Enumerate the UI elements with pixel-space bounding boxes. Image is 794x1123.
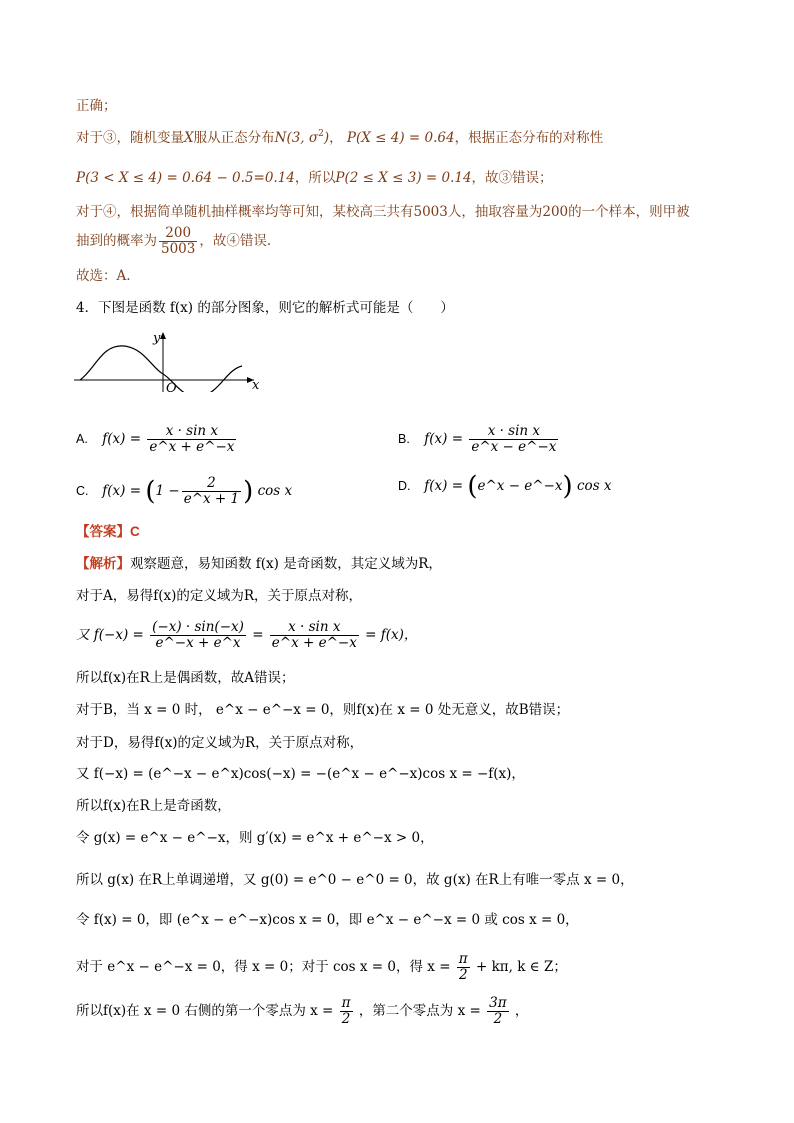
function-curve bbox=[80, 346, 242, 392]
answer-value: C bbox=[130, 524, 140, 539]
option-body: e^x − e^−x bbox=[477, 478, 563, 494]
option-letter: D. bbox=[398, 479, 411, 493]
fraction bbox=[487, 996, 508, 1027]
denominator: e^x + 1 bbox=[183, 491, 240, 507]
fraction bbox=[159, 226, 197, 257]
text: ，所以 bbox=[294, 170, 336, 186]
text: ，第二个零点为 x = bbox=[358, 1003, 481, 1019]
paren-open: ( bbox=[145, 476, 156, 507]
analysis-line-9: 令 g(x) = e^x − e^−x，则 g′(x) = e^x + e^−x > 0， bbox=[76, 830, 434, 846]
option-lhs: f(x) = bbox=[102, 431, 142, 447]
option-lhs: f(x) = bbox=[424, 431, 464, 447]
option-b[interactable] bbox=[398, 424, 560, 455]
text-line-correct: 正确； bbox=[76, 98, 117, 114]
analysis-line-12 bbox=[76, 952, 567, 983]
text-line-item3-calc bbox=[76, 168, 553, 188]
probability-expr: P(3 < X ≤ 4) = 0.64 − 0.5=0.14 bbox=[76, 170, 295, 186]
text-line-item3 bbox=[76, 128, 603, 148]
paren-close: ) bbox=[562, 471, 573, 502]
analysis-line-7: 又 f(−x) = (e^−x − e^x)cos(−x) = −(e^x − e^−x)cos x = −f(x)， bbox=[76, 766, 525, 782]
analysis-line-13 bbox=[76, 996, 528, 1027]
analysis-line-5: 对于B，当 x = 0 时， e^x − e^−x = 0，则f(x)在 x = 0 处无意义，故B错误； bbox=[76, 702, 570, 718]
option-post: cos x bbox=[257, 483, 293, 499]
y-axis-arrow bbox=[160, 332, 166, 339]
numerator: x · sin x bbox=[469, 424, 558, 440]
numerator: π bbox=[458, 951, 468, 967]
answer-line bbox=[76, 522, 140, 542]
origin-label: O bbox=[166, 381, 177, 392]
exponent: 2 bbox=[318, 129, 324, 139]
denominator: e^x + e^−x bbox=[149, 439, 235, 455]
text: + kπ, k ∈ Z； bbox=[475, 959, 567, 975]
numerator: 2 bbox=[182, 476, 241, 492]
text-line-item4: 对于④，根据简单随机抽样概率均等可知，某校高三共有5003人，抽取容量为200的一个样本，则甲被 bbox=[76, 204, 690, 220]
denominator: 5003 bbox=[161, 241, 196, 257]
x-axis-label: x bbox=[252, 378, 260, 392]
numerator: x · sin x bbox=[270, 620, 359, 636]
function-graph bbox=[74, 330, 264, 392]
option-d[interactable] bbox=[398, 471, 612, 502]
fraction bbox=[469, 424, 558, 455]
denominator: e^x − e^−x bbox=[471, 439, 557, 455]
analysis-line-10: 所以 g(x) 在R上单调递增，又 g(0) = e^0 − e^0 = 0，故 g(x) 在R上有唯一零点 x = 0， bbox=[76, 872, 634, 888]
analysis-line-1 bbox=[76, 554, 442, 574]
fraction bbox=[150, 620, 246, 651]
text: 又 f(−x) = bbox=[76, 627, 144, 643]
option-pre: 1 − bbox=[155, 483, 180, 499]
option-lhs: f(x) = bbox=[424, 478, 464, 494]
text: ， bbox=[514, 1003, 529, 1019]
denominator: 2 bbox=[458, 967, 468, 983]
text-line-item4-prob bbox=[76, 226, 271, 257]
equals: = bbox=[252, 627, 264, 643]
option-letter: B. bbox=[398, 432, 410, 446]
answer-tag: 【答案】 bbox=[76, 524, 130, 539]
question-4: 4．下图是函数 f(x) 的部分图象，则它的解析式可能是（ ） bbox=[76, 300, 454, 316]
text: 所以f(x)在 x = 0 右侧的第一个零点为 x = bbox=[76, 1003, 334, 1019]
denominator: e^x + e^−x bbox=[271, 635, 357, 651]
text: 对于③，随机变量 bbox=[76, 130, 184, 146]
fraction bbox=[147, 424, 236, 455]
text: 抽到的概率为 bbox=[76, 233, 157, 249]
paren: ) bbox=[323, 130, 330, 146]
analysis-line-8: 所以f(x)在R上是奇函数， bbox=[76, 798, 231, 814]
text: 观察题意，易知函数 f(x) 是奇函数，其定义域为R， bbox=[130, 556, 442, 572]
numerator: (−x) · sin(−x) bbox=[152, 619, 244, 635]
text-line-choose: 故选：A. bbox=[76, 268, 131, 284]
text: ，故③错误； bbox=[471, 170, 553, 186]
comma: ， bbox=[329, 130, 343, 146]
fraction bbox=[340, 996, 353, 1027]
y-axis-label: y bbox=[153, 331, 161, 346]
probability-expr: P(X ≤ 4) = 0.64 bbox=[346, 130, 455, 146]
denominator: 2 bbox=[493, 1011, 503, 1027]
text: 服从正态分布 bbox=[193, 130, 275, 146]
analysis-tag: 【解析】 bbox=[76, 556, 130, 571]
numerator: 200 bbox=[159, 226, 197, 242]
option-a[interactable] bbox=[76, 424, 238, 455]
text: = f(x)， bbox=[365, 627, 418, 643]
numerator: π bbox=[341, 995, 351, 1011]
text: 对于 e^x − e^−x = 0，得 x = 0；对于 cos x = 0，得 x = bbox=[76, 959, 451, 975]
probability-expr: P(2 ≤ X ≤ 3) = 0.14 bbox=[335, 170, 472, 186]
text: ，故④错误. bbox=[199, 233, 272, 249]
analysis-line-11: 令 f(x) = 0，即 (e^x − e^−x)cos x = 0，即 e^x − e^−x = 0 或 cos x = 0， bbox=[76, 912, 579, 928]
paren-open: ( bbox=[467, 471, 478, 502]
variable-x: X bbox=[184, 130, 194, 146]
option-lhs: f(x) = bbox=[102, 483, 142, 499]
option-letter: A. bbox=[76, 432, 88, 446]
option-post: cos x bbox=[577, 478, 612, 494]
paren-close: ) bbox=[243, 476, 254, 507]
analysis-line-2: 对于A，易得f(x)的定义域为R，关于原点对称， bbox=[76, 588, 363, 604]
fraction bbox=[457, 952, 470, 983]
fraction bbox=[182, 476, 241, 507]
analysis-line-3 bbox=[76, 620, 417, 651]
analysis-line-6: 对于D，易得f(x)的定义域为R，关于原点对称， bbox=[76, 735, 364, 751]
text: ，根据正态分布的对称性 bbox=[454, 130, 604, 146]
numerator: x · sin x bbox=[147, 424, 236, 440]
option-letter: C. bbox=[76, 484, 89, 498]
numerator: 3π bbox=[489, 995, 507, 1011]
normal-dist: N(3, σ bbox=[274, 130, 319, 146]
denominator: 2 bbox=[341, 1011, 351, 1027]
denominator: e^−x + e^x bbox=[155, 635, 241, 651]
option-c[interactable] bbox=[76, 476, 292, 507]
analysis-line-4: 所以f(x)在R上是偶函数，故A错误； bbox=[76, 670, 295, 686]
fraction bbox=[270, 620, 359, 651]
